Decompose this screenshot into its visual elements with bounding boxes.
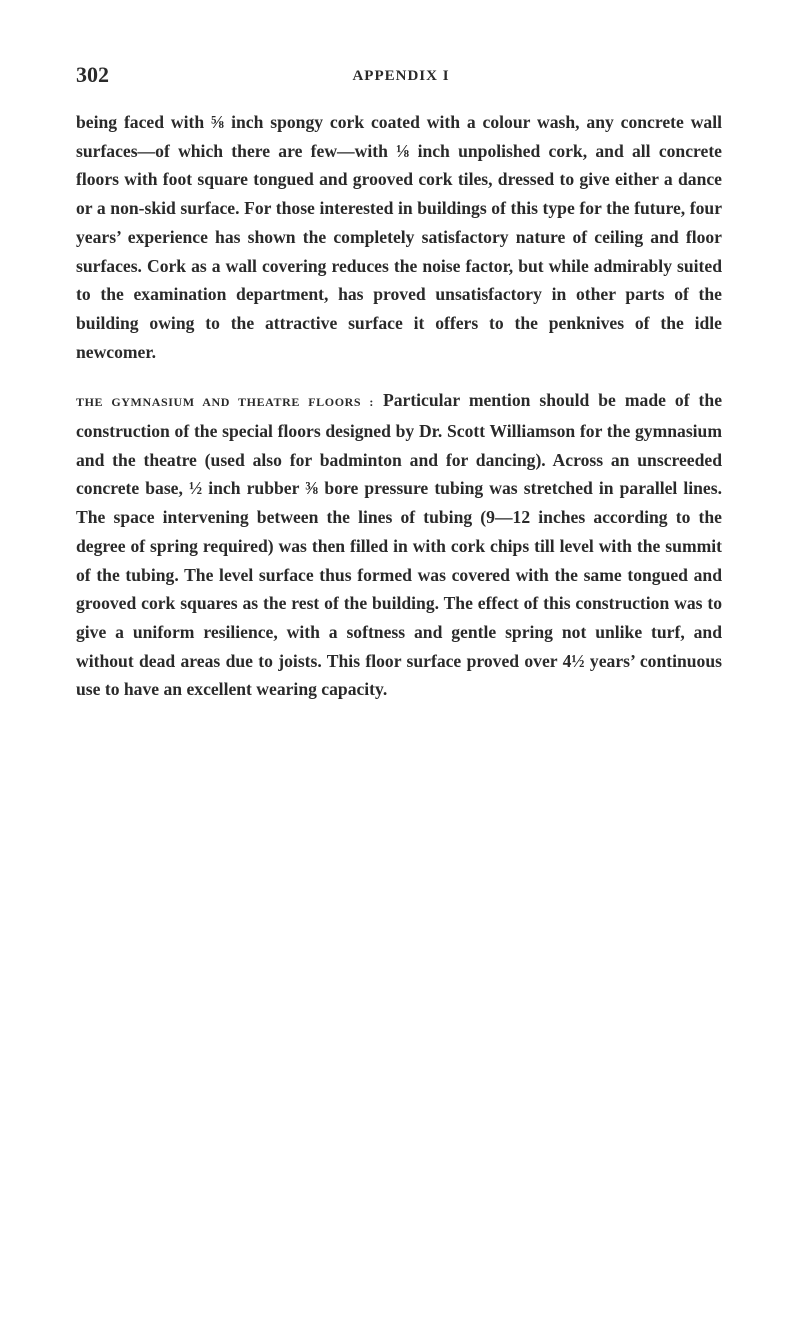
body-text xyxy=(76,108,722,704)
paragraph-text: Particular mention should be made of the construction of the special floors designed by Dr. Scott Williamson for the gymnasium and the theatre (used also for badminton and for dancing). Across an unscreeded concrete base, ½ inch rubber ⅜ bore pressure tubing was stretched in parallel lines. The space intervening between the lines of tubing (9—12 inches according to the degree of spring required) was then filled in with cork chips till level with the summit of the tubing. The level surface thus formed was covered with the same tongued and grooved cork squares as the rest of the building. The effect of this construction was to give a uniform resilience, with a softness and gentle spring not unlike turf, and without dead areas due to joists. This floor surface proved over 4½ years’ continuous use to have an excellent wearing capacity. xyxy=(76,390,723,700)
paragraph-cork-surfaces: being faced with ⅝ inch spongy cork coated with a colour wash, any concrete wall surfaces—of which there are few—with ⅛ inch unpolished cork, and all concrete floors with foot square tongued and grooved cork tiles, dressed to give either a dance or a non-skid surface. For those interested in buildings of this type for the future, four years’ experience has shown the completely satisfactory nature of ceiling and floor surfaces. Cork as a wall covering reduces the noise factor, but while admirably suited to the examination department, has proved unsatisfactory in other parts of the building owing to the attractive surface it offers to the penknives of the idle newcomer. xyxy=(76,112,722,362)
running-head: APPENDIX I xyxy=(352,68,450,84)
paragraph-gymnasium-floors xyxy=(76,386,722,704)
page-number: 302 xyxy=(76,62,109,87)
page-header xyxy=(76,62,726,96)
section-heading: THE GYMNASIUM AND THEATRE FLOORS : xyxy=(76,395,374,410)
